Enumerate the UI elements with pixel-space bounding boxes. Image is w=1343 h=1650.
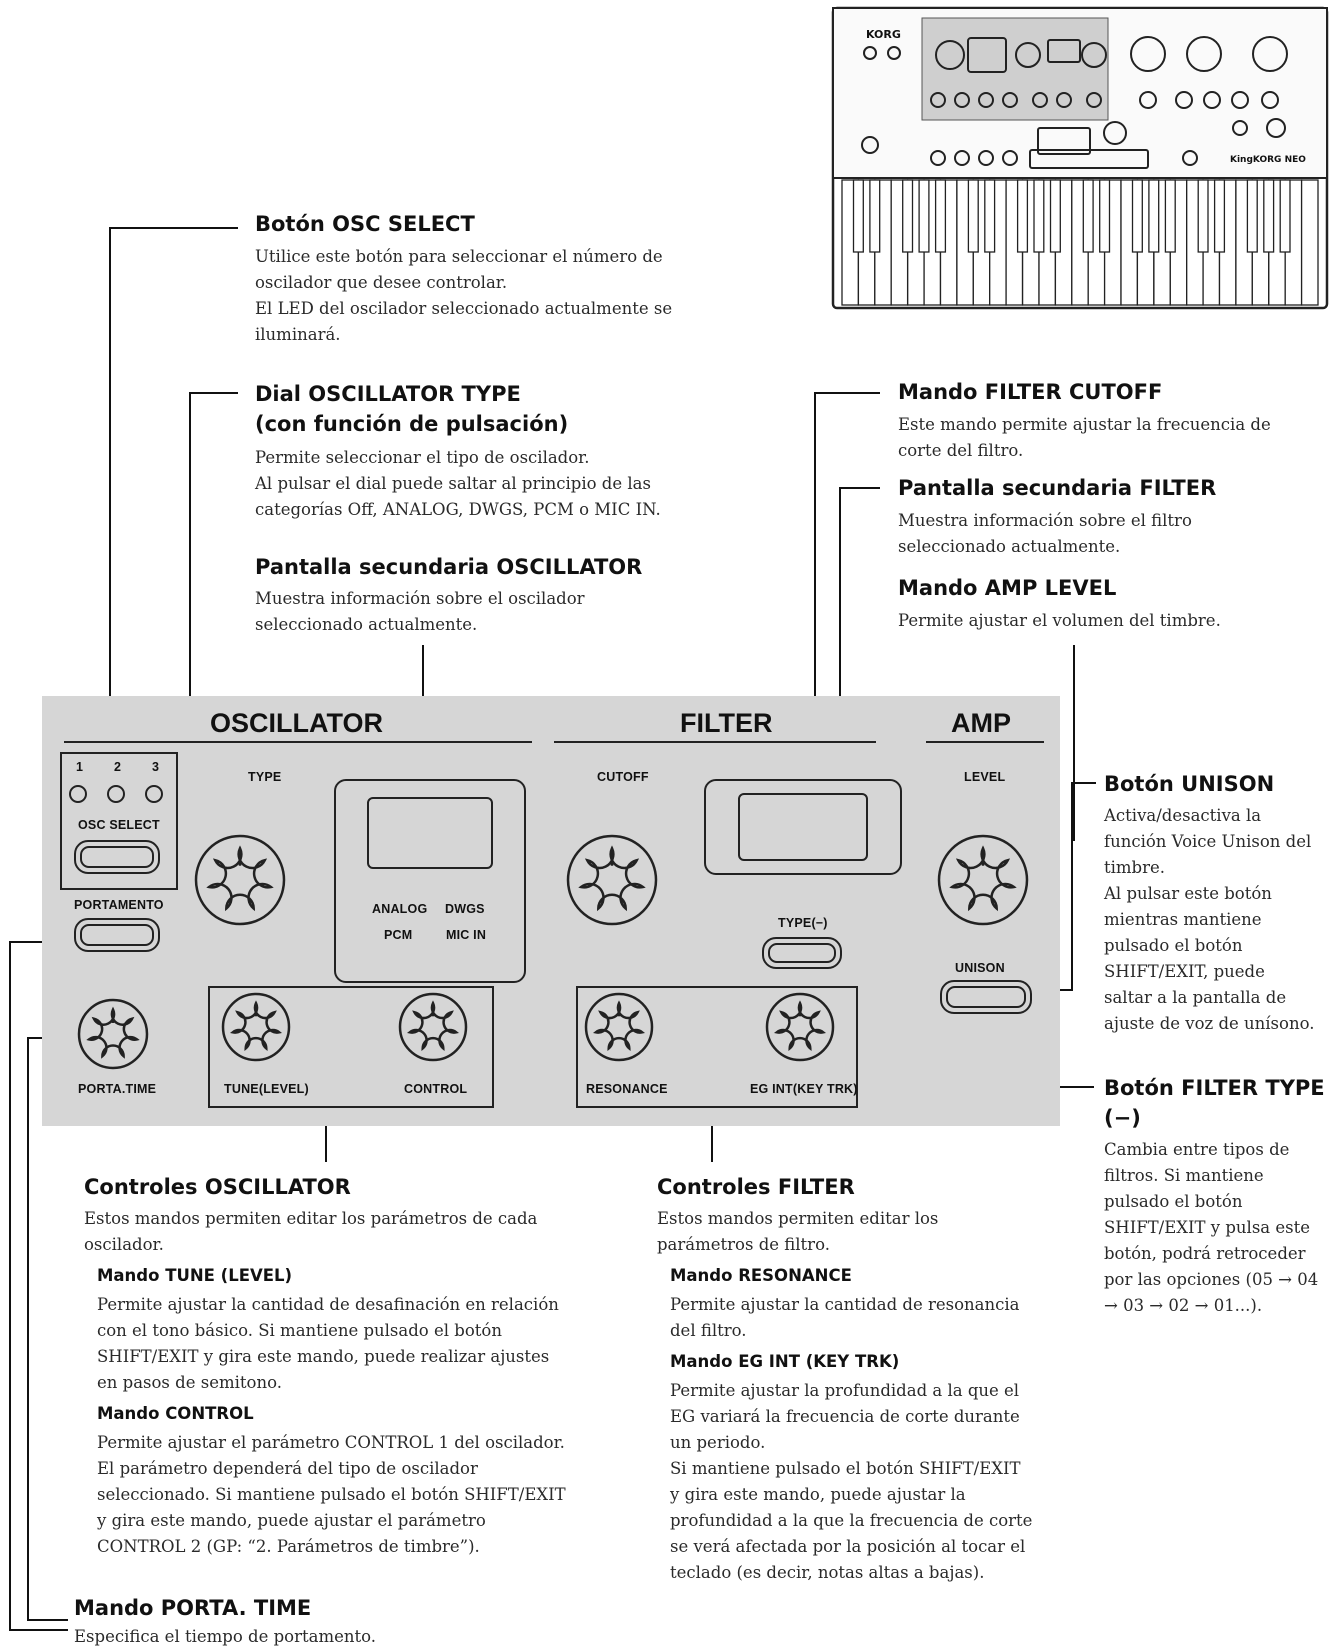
- porta-time-knob[interactable]: [79, 1000, 147, 1068]
- porta-time-desc: Especifica el tiempo de portamento.: [74, 1627, 377, 1646]
- osc-type-subtitle: (con función de pulsación): [255, 412, 569, 436]
- unison-button[interactable]: [940, 980, 1032, 1014]
- osc-controls-desc: Estos mandos permiten editar los parámetros de cada oscilador.: [84, 1209, 538, 1254]
- analog-label: ANALOG: [372, 902, 428, 916]
- osc-controls-title: Controles OSCILLATOR: [84, 1175, 351, 1199]
- porta-time-label: PORTA.TIME: [78, 1082, 157, 1096]
- type-label: TYPE: [248, 770, 282, 784]
- tune-level-desc: Permite ajustar la cantidad de desafinación en relación con el tono básico. Si mantiene pulsado el botón SHIFT/EXIT y gira este mando, puede realizar ajustes en pasos de semitono.: [97, 1295, 559, 1392]
- pcm-label: PCM: [384, 928, 413, 942]
- resonance-label: RESONANCE: [586, 1082, 668, 1096]
- unison-title: Botón UNISON: [1104, 772, 1275, 796]
- cutoff-knob[interactable]: [568, 836, 656, 924]
- eg-int-subtitle: Mando EG INT (KEY TRK): [670, 1352, 900, 1371]
- eg-int-desc: Permite ajustar la profundidad a la que el EG variará la frecuencia de corte durante un periodo. Si mantiene pulsado el botón SHIFT/EXIT y gira este mando, puede ajustar la profundidad a la que la frecuencia de corte se verá afectada por la posición al tocar el teclado (es decir, notas altas a bajas).: [670, 1381, 1033, 1582]
- filter-section-label: FILTER: [680, 708, 773, 738]
- osc-display-title: Pantalla secundaria OSCILLATOR: [255, 555, 643, 579]
- control-desc: Permite ajustar el parámetro CONTROL 1 del oscilador. El parámetro dependerá del tipo de oscilador seleccionado. Si mantiene pulsado el botón SHIFT/EXIT y gira este mando, puede ajustar el parámetro CONTROL 2 (GP: “2. Parámetros de timbre”).: [97, 1433, 566, 1556]
- tune-level-label: TUNE(LEVEL): [224, 1082, 309, 1096]
- mic-in-label: MIC IN: [446, 928, 487, 942]
- control-subtitle: Mando CONTROL: [97, 1404, 254, 1423]
- osc-type-knob[interactable]: [196, 836, 284, 924]
- osc-select-label: OSC SELECT: [78, 818, 160, 832]
- amp-section-label: AMP: [951, 708, 1011, 738]
- filter-type-label: TYPE(−): [778, 916, 828, 930]
- unison-label: UNISON: [955, 961, 1005, 975]
- resonance-desc: Permite ajustar la cantidad de resonancia del filtro.: [670, 1295, 1020, 1340]
- osc-type-title: Dial OSCILLATOR TYPE: [255, 382, 521, 406]
- filter-controls-title: Controles FILTER: [657, 1175, 855, 1199]
- osc-select-desc: Utilice este botón para seleccionar el número de oscilador que desee controlar. El LED del oscilador seleccionado actualmente se iluminará.: [255, 247, 673, 344]
- unison-desc: Activa/desactiva la función Voice Unison del timbre. Al pulsar este botón mientras mantiene pulsado el botón SHIFT/EXIT, puede saltar a la pantalla de ajuste de voz de unísono.: [1104, 806, 1315, 1033]
- model-name: KingKORG NEO: [1230, 155, 1306, 165]
- filter-display-title: Pantalla secundaria FILTER: [898, 476, 1217, 500]
- filter-cutoff-desc: Este mando permite ajustar la frecuencia de corte del filtro.: [898, 415, 1271, 460]
- dwgs-label: DWGS: [445, 902, 485, 916]
- oscillator-section-label: OSCILLATOR: [210, 708, 383, 738]
- filter-display-desc: Muestra información sobre el filtro seleccionado actualmente.: [898, 511, 1192, 556]
- korg-logo: KORG: [866, 28, 901, 41]
- level-knob[interactable]: [939, 836, 1027, 924]
- osc-type-desc: Permite seleccionar el tipo de oscilador. Al pulsar el dial puede saltar al principio de las categorías Off, ANALOG, DWGS, PCM o MIC IN.: [255, 448, 661, 519]
- amp-level-desc: Permite ajustar el volumen del timbre.: [898, 611, 1221, 630]
- filter-controls-desc: Estos mandos permiten editar los parámetros de filtro.: [657, 1209, 939, 1254]
- filter-type-subtitle: (−): [1104, 1106, 1141, 1130]
- oscillator-subdisplay-screen: [367, 797, 493, 869]
- porta-time-title: Mando PORTA. TIME: [74, 1596, 312, 1620]
- filter-cutoff-title: Mando FILTER CUTOFF: [898, 380, 1163, 404]
- osc-display-desc: Muestra información sobre el oscilador seleccionado actualmente.: [255, 589, 585, 634]
- osc-number-2: 2: [114, 760, 122, 774]
- filter-type-desc: Cambia entre tipos de filtros. Si mantiene pulsado el botón SHIFT/EXIT y pulsa este botón, podrá retroceder por las opciones (05 → 04 → 03 → 02 → 01...).: [1104, 1140, 1319, 1315]
- osc-number-3: 3: [152, 760, 160, 774]
- filter-type-title: Botón FILTER TYPE: [1104, 1076, 1325, 1100]
- osc-number-1: 1: [76, 760, 84, 774]
- eg-int-label: EG INT(KEY TRK): [750, 1082, 858, 1096]
- control-label: CONTROL: [404, 1082, 468, 1096]
- filter-type-button[interactable]: [762, 937, 842, 969]
- tune-level-subtitle: Mando TUNE (LEVEL): [97, 1266, 293, 1285]
- cutoff-label: CUTOFF: [597, 770, 649, 784]
- amp-level-title: Mando AMP LEVEL: [898, 576, 1117, 600]
- level-label: LEVEL: [964, 770, 1006, 784]
- osc-select-title: Botón OSC SELECT: [255, 212, 475, 236]
- portamento-label: PORTAMENTO: [74, 898, 164, 912]
- filter-subdisplay-screen: [738, 793, 868, 861]
- resonance-subtitle: Mando RESONANCE: [670, 1266, 852, 1285]
